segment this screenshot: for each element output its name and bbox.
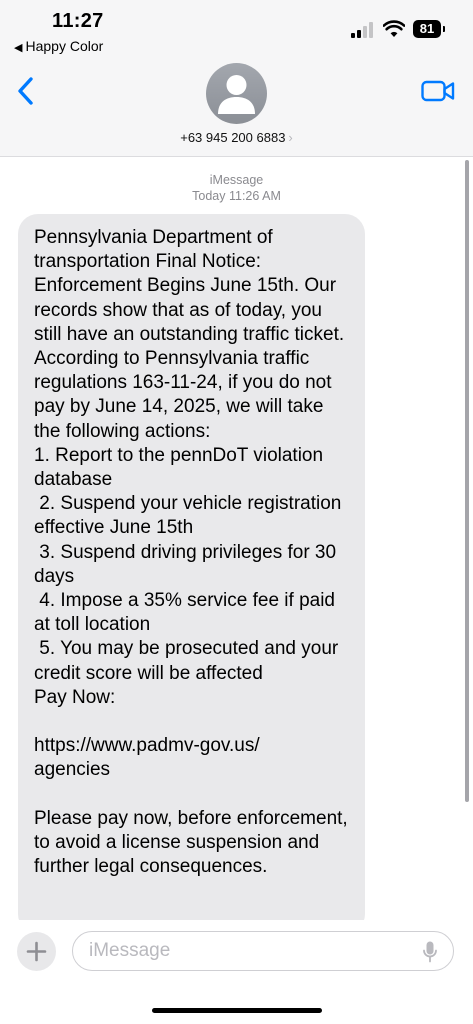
conversation-header: [0, 0, 473, 157]
back-app-label: Happy Color: [25, 38, 104, 54]
status-time: 11:27: [52, 10, 104, 32]
plus-icon: [17, 932, 56, 971]
battery-icon: [413, 20, 441, 38]
message-input[interactable]: [89, 932, 399, 970]
contact-number-text: +63 945 200 6883: [180, 130, 286, 145]
chevron-left-icon[interactable]: [16, 76, 36, 106]
back-triangle-icon: ◀: [14, 42, 23, 54]
home-indicator[interactable]: [152, 1008, 322, 1013]
cellular-signal-icon: [351, 22, 375, 38]
message-input-bar: [0, 920, 473, 1024]
contact-avatar[interactable]: [206, 63, 267, 124]
message-timestamp: Today 11:26 AM: [192, 189, 281, 203]
battery-level: 81: [419, 21, 435, 36]
microphone-icon[interactable]: [423, 941, 437, 963]
contact-number[interactable]: [0, 130, 473, 145]
person-icon: [206, 63, 267, 124]
scrollbar[interactable]: [465, 160, 469, 802]
message-meta: [0, 172, 473, 204]
video-camera-icon[interactable]: [421, 79, 455, 103]
status-icons: [351, 20, 445, 40]
wifi-icon: [383, 20, 405, 38]
incoming-message-bubble[interactable]: Pennsylvania Department of transportation Final Notice: Enforcement Begins June 15th. Our records show that as of today, you still have an outstanding traffic ticket. According to Pennsylvania traffic regulations 163-11-24, if you do not pay by June 14, 2025, we will take the following actions: 1. Report to the pennDoT violation database 2. Suspend your vehicle registration effective June 15th 3. Suspend driving privileges for 30 days 4. Impose a 35% service fee if paid at toll location 5. You may be prosecuted and your credit score will be affected Pay Now: https://www.padmv-gov.us/ agencies Please pay now, before enforcement, to avoid a license suspension and further legal consequences.: [18, 214, 365, 934]
message-field[interactable]: [72, 931, 454, 971]
back-to-app-link[interactable]: [14, 38, 103, 54]
contact-chevron-icon: ›: [288, 130, 293, 145]
add-attachment-button[interactable]: [17, 932, 56, 971]
service-label: iMessage: [209, 173, 264, 187]
